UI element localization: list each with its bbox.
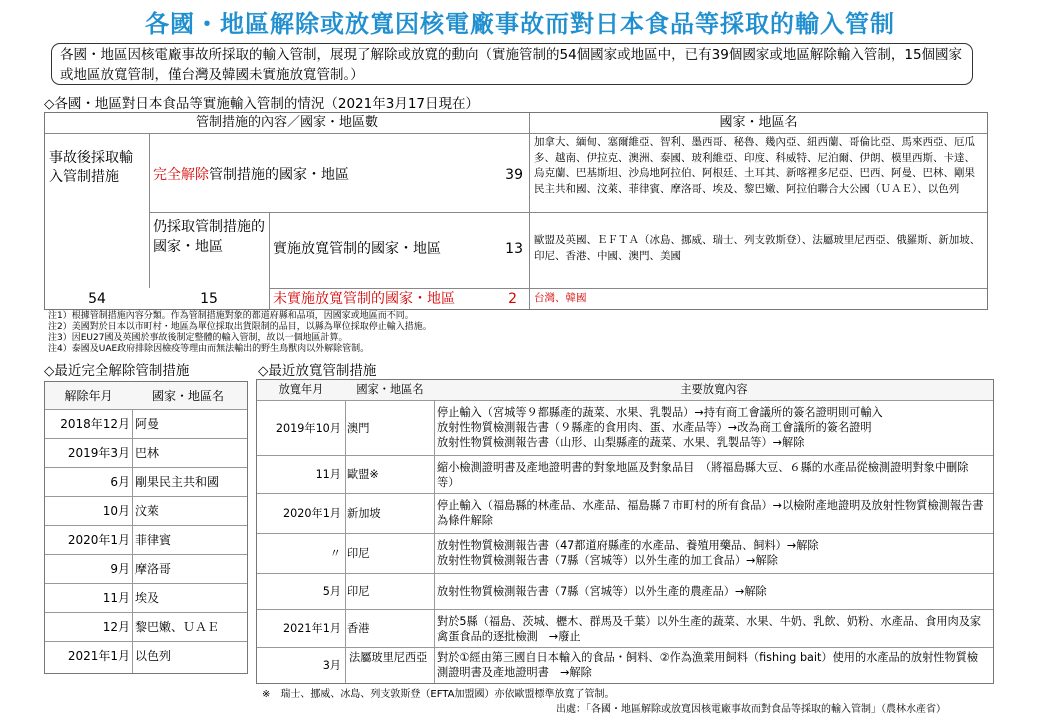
relax-date: 2020年1月 — [283, 507, 341, 520]
note-2: 注2）美國對於日本以市町村・地區為單位採取出貨限制的品目，以縣為單位採取停止輸入措施。 — [48, 322, 432, 332]
lift-date: 9月 — [110, 562, 130, 576]
lift-date: 2018年12月 — [60, 417, 130, 431]
lift-date: 10月 — [102, 504, 130, 518]
relax-date: 11月 — [315, 468, 341, 481]
note-1: 注1）根據管制措施內容分類。作為管制措施對象的都道府縣和品項，因國家或地區而不同。 — [48, 311, 414, 321]
content-line: 對於①經由第三國自日本輸入的食品・飼料、②作為漁業用飼料（fishing bait）使用的水產品的放射性物質檢測證明書及產地證明書 →解除 — [437, 651, 979, 679]
country: 香港 — [347, 622, 370, 635]
full-lift-count: 39 — [505, 167, 523, 183]
table-row — [257, 533, 993, 573]
table-row — [257, 573, 993, 609]
relax-date: 3月 — [322, 659, 341, 672]
section-title-lifted: ◇最近完全解除管制措施 — [44, 363, 190, 379]
lift-date: 2019年3月 — [67, 446, 130, 460]
content-line: 停止輸入（宮城等９都縣產的蔬菜、水果、乳製品）→持有商工會議所的簽名證明則可輸入 — [437, 406, 883, 419]
import-control-table — [44, 112, 988, 310]
country: 剛果民主共和國 — [135, 475, 220, 489]
table-row — [45, 496, 247, 524]
relax-content — [437, 498, 989, 528]
header-country: 國家・地區名 — [151, 389, 224, 403]
page-title: 各國・地區解除或放寬因核電廠事故而對日本食品等採取的輸入管制 — [145, 10, 895, 38]
relaxed-table — [256, 379, 994, 684]
summary-box: 各國・地區因核電廠事故所採取的輸入管制，展現了解除或放寬的動向（實施管制的54個國家或地區中，已有39個國家或地區解除輸入管制，15個國家或地區放寬管制，僅台灣及韓國未實施放寬管制。） — [51, 43, 973, 85]
post-accident-label: 事故後採取輸入管制措施 — [49, 150, 133, 185]
total-count: 54 — [88, 291, 106, 307]
table-row — [257, 400, 993, 455]
lift-date: 11月 — [102, 591, 130, 605]
table-header — [45, 382, 247, 409]
country: 新加坡 — [347, 507, 381, 520]
still-controlled-label: 仍採取管制措施的國家・地區 — [153, 219, 265, 255]
lift-date: 12月 — [102, 620, 130, 634]
full-lift-suffix: 管制措施的國家・地區 — [209, 167, 349, 183]
table-row — [45, 612, 247, 640]
relax-date: 〃 — [329, 547, 341, 560]
header-measures: 管制措施的內容／國家・地區數 — [195, 115, 378, 130]
full-lift-prefix: 完全解除 — [153, 167, 209, 183]
country: 印尼 — [347, 585, 370, 598]
relaxed-countries: 歐盟及英國、ＥＦＴＡ（冰島、挪威、瑞士、列支敦斯登）、法屬玻里尼西亞、俄羅斯、新加坡、印尼、香港、中國、澳門、美國 — [534, 234, 981, 262]
still-controlled-count: 15 — [200, 291, 218, 307]
full-lift-label — [153, 165, 453, 185]
relax-date: 2019年10月 — [275, 422, 341, 435]
relax-content — [437, 650, 989, 680]
country: 菲律賓 — [135, 533, 172, 547]
country: 巴林 — [135, 446, 160, 460]
table-row — [257, 493, 993, 533]
lift-date: 2021年1月 — [67, 649, 130, 663]
lift-date: 2020年1月 — [67, 533, 130, 547]
content-line: 放射性物質檢測報告書（山形、山梨縣產的蔬菜、水果、乳製品等）→解除 — [437, 436, 805, 449]
relaxed-count: 13 — [505, 241, 523, 257]
country: 埃及 — [135, 591, 160, 605]
country: 摩洛哥 — [135, 562, 172, 576]
country: 汶萊 — [135, 504, 160, 518]
relax-content — [437, 538, 989, 568]
content-line: 放射性物質檢測報告書（7縣（宮城等）以外生產的加工食品）→解除 — [437, 554, 778, 567]
full-lift-countries: 加拿大、緬甸、塞爾維亞、智利、墨西哥、秘魯、幾內亞、紐西蘭、哥倫比亞、馬來西亞、厄瓜多、越南、伊拉克、澳洲、泰國、玻利維亞、印度、科威特、尼泊爾、伊朗、模里西斯、卡達、烏克蘭、巴基斯坦、沙烏地阿拉伯、阿根廷、土耳其、新喀裡多尼亞、巴西、阿曼、巴林、剛果民主共和國、汶萊、菲律賓、摩洛哥、埃及、黎巴嫩、阿拉伯聯合大公國（ＵＡＥ）、以色列 — [534, 136, 975, 195]
relaxed-label: 實施放寬管制的國家・地區 — [273, 241, 441, 257]
table-row — [257, 455, 993, 493]
section-title-status: ◇各國・地區對日本食品等實施輸入管制的情況（2021年3月17日現在） — [44, 96, 480, 112]
table-row — [45, 409, 247, 437]
header-relax-date: 放寬年月 — [278, 383, 324, 396]
header-lift-date: 解除年月 — [64, 389, 113, 403]
country: 澳門 — [347, 422, 370, 435]
country: 法屬玻里尼西亞 — [349, 651, 428, 664]
relax-content — [437, 460, 989, 490]
lift-date: 6月 — [110, 475, 130, 489]
relax-content — [437, 614, 989, 644]
table-row — [45, 641, 247, 673]
not-relaxed-label: 未實施放寬管制的國家・地區 — [273, 291, 455, 307]
note-3: 注3）因EU27國及英國於事故後制定整體的輸入管制，故以一個地區計算。 — [48, 333, 348, 343]
table-row — [45, 554, 247, 582]
source-citation: 出處：「各國・地區解除或放寬因核電廠事故而對食品等採取的輸入管制」（農林水產省） — [556, 704, 946, 715]
table-row — [257, 647, 993, 683]
table-notes — [48, 311, 988, 355]
relax-content — [437, 405, 989, 450]
content-line: 對於5縣（福島、茨城、櫪木、群馬及千葉）以外生產的蔬菜、水果、牛奶、乳飲、奶粉、水產品、食用肉及家禽蛋食品的逐批檢測 →廢止 — [437, 615, 982, 643]
section-title-relaxed: ◇最近放寬管制措施 — [258, 363, 377, 379]
country: 黎巴嫩、ＵＡＥ — [135, 620, 220, 634]
country: 歐盟※ — [347, 468, 379, 481]
lifted-table — [44, 381, 248, 674]
table-row — [257, 609, 993, 647]
table-row — [45, 467, 247, 495]
not-relaxed-count: 2 — [508, 291, 517, 307]
header-content: 主要放寬內容 — [680, 383, 748, 396]
country: 印尼 — [347, 547, 370, 560]
relax-content — [437, 584, 989, 599]
relax-date: 5月 — [322, 585, 341, 598]
content-line: 放射性物質檢測報告書（９縣產的食用肉、蛋、水產品等）→改為商工會議所的簽名證明 — [437, 421, 872, 434]
table-header — [257, 380, 993, 400]
table-row — [45, 525, 247, 553]
content-line: 放射性物質檢測報告書（7縣（宮城等）以外生產的農產品）→解除 — [437, 585, 767, 598]
country: 阿曼 — [135, 417, 160, 431]
efta-footnote: ※ 瑞士、挪威、冰島、列支敦斯登（EFTA加盟國）亦依歐盟標準放寬了管制。 — [262, 689, 615, 700]
relax-date: 2021年1月 — [283, 622, 341, 635]
header-country: 國家・地區名 — [356, 383, 424, 396]
note-4: 注4）泰國及UAE政府排除因檢疫等理由而無法輸出的野生鳥獸肉以外解除管制。 — [48, 344, 370, 354]
country: 以色列 — [135, 649, 172, 663]
not-relaxed-countries: 台灣、韓國 — [534, 292, 587, 304]
table-row — [45, 438, 247, 466]
content-line: 放射性物質檢測報告書（47都道府縣產的水產品、養殖用藥品、飼料）→解除 — [437, 539, 819, 552]
table-row — [45, 583, 247, 611]
content-line: 停止輸入（福島縣的林產品、水產品、福島縣７市町村的所有食品）→以檢附產地證明及放射性物質檢測報告書為條件解除 — [437, 499, 984, 527]
content-line: 縮小檢測證明書及產地證明書的對象地區及對象品目 （將福島縣大豆、６縣的水產品從檢測證明對象中刪除 等） — [437, 461, 980, 489]
header-countries: 國家・地區名 — [719, 115, 798, 130]
